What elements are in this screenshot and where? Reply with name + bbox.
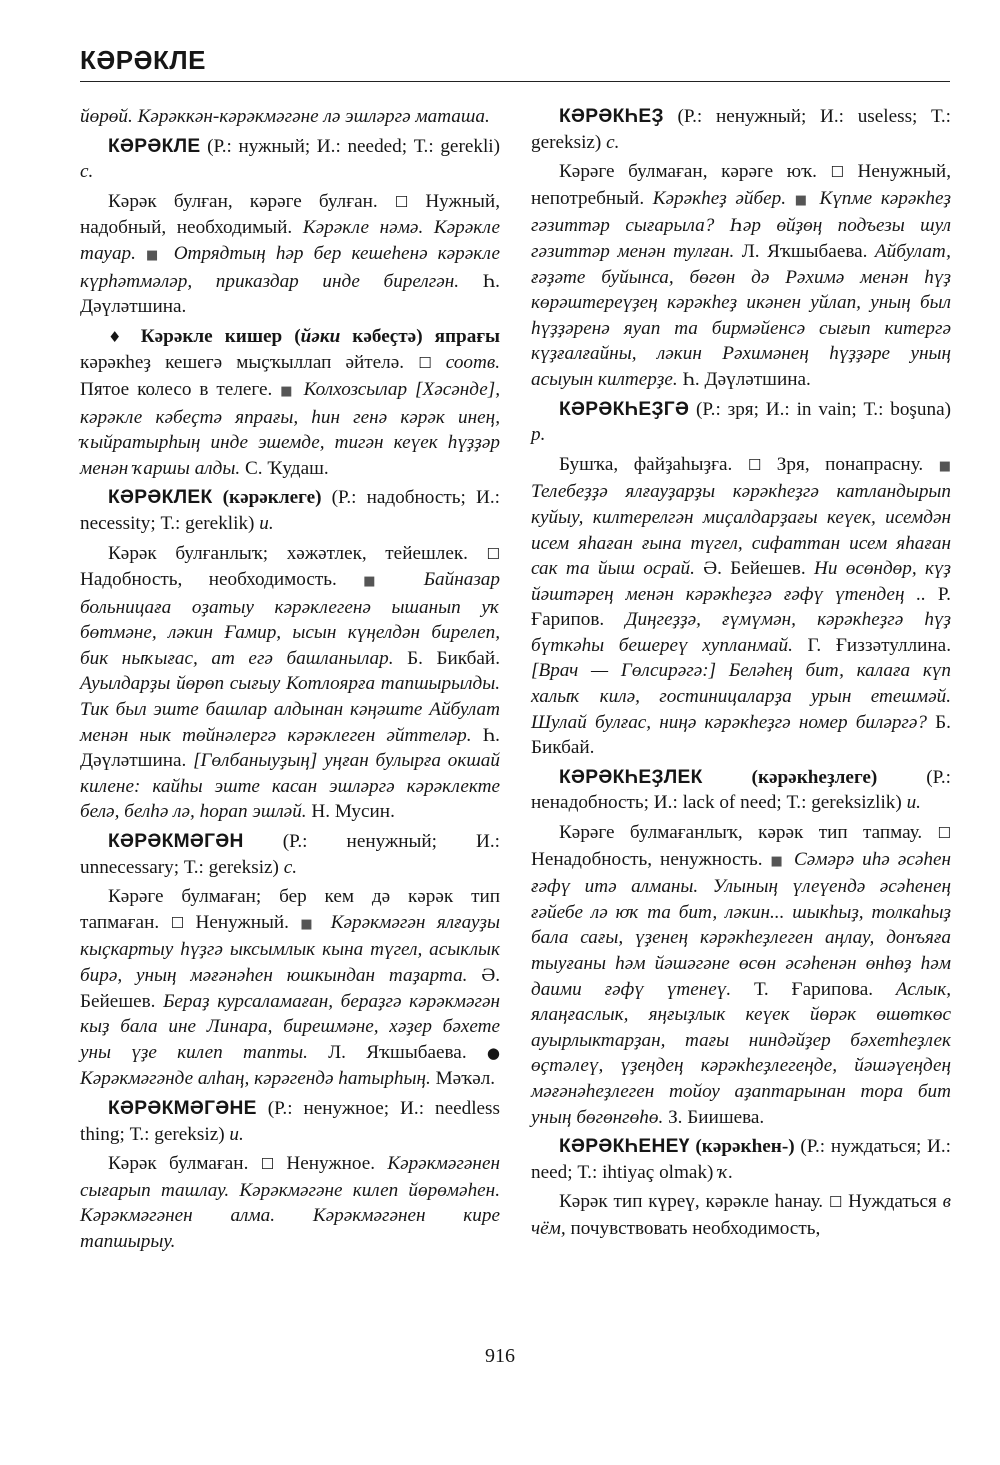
entry-karakheneu: КӘРӘКҺЕНЕҮ (кәрәкһен-) (Р.: нуждаться; И.: need; Т.: ihtiyaç olmak) ҡ. — [531, 1136, 951, 1183]
headword: КӘРӘКМӘГӘНЕ — [108, 1097, 257, 1119]
example-marker-icon: ■ — [300, 916, 320, 932]
example-marker-icon: ■ — [146, 247, 164, 263]
example-marker-icon: ■ — [794, 192, 811, 208]
headword: КӘРӘКҺЕҘГӘ — [559, 398, 690, 420]
entry-karaklek: КӘРӘКЛЕК (кәрәклеге) (Р.: надобность; И.: necessity; Т.: gereklik) и. — [80, 487, 501, 534]
entry-karakmagan-definition: Кәрәге булмаған; бер кем дә кәрәк тип тапмаған. ☐ Ненужный. ■ Кәрәкмәгән ялғауҙы кыҫкартыу һүҙгә ыксымлык кына түгел, асыклык бирә, уның мәғәнәһен юшкындан таҙарта. Ә. Бейешев. Бераҙ курсаламаған, бераҙгә кәрәкмәгән кыҙ бала ине Линара, бирешмәне, хәҙер бәхете уны үҙе килеп тапты. Л. Яҡшыбаева. ● Кәрәкмәгәнде алһаң, кәрәгендә һатырһың. Мәҡәл. — [80, 886, 500, 1090]
entry-karakle-definition: Кәрәк булған, кәрәге булған. ☐ Нужный, надобный, необходимый. Кәрәкле нәмә. Кәрәкле тауар. ■ Отрядтың һәр бер кешеһенә кәрәкле күрһәтмәләр, приказдар инде бирелгән. Һ. Дәүләтшина. — [80, 190, 501, 318]
translation-box-icon: ☐ — [830, 163, 844, 182]
left-column — [80, 104, 500, 1259]
headword: КӘРӘКҺЕНЕҮ — [559, 1136, 690, 1158]
example-marker-icon: ■ — [363, 574, 398, 590]
translation-box-icon: ☐ — [394, 192, 409, 211]
right-column — [531, 104, 951, 1246]
headword: КӘРӘКМӘГӘН — [108, 831, 244, 853]
entry-karakle: КӘРӘКЛЕ (Р.: нужный; И.: needed; Т.: gerekli) с. — [80, 135, 500, 183]
header-rule — [80, 81, 950, 82]
page-number: 916 — [485, 1345, 515, 1367]
entry-karakheneu-definition: Кәрәк тип күреү, кәрәкле һанау. ☐ Нуждаться в чём, почувствовать необходимость, — [531, 1191, 951, 1239]
entry-karakhez: КӘРӘКҺЕҘ (Р.: ненужный; И.: useless; Т.: gereksiz) с. — [531, 106, 951, 153]
idiom-diamond-icon: ♦ — [108, 327, 129, 346]
entry-karakhezlek-definition: Кәрәге булмағанлыҡ, кәрәк тип тапмау. ☐ Ненадобность, ненужность. ■ Сәмәрә иһә әсәһен ғәфү итә алманы. Улының үлеүендә әсәһенең ғәйебе лә юҡ та бит, ләкин... шыкһыҙ, толкаһыҙ бала сағы, үҙенең кәрәкһеҙлеген аңлау, донъяға тыуғаны һәм йәшәгәне өсөн әсәһенән өнһөҙ һәм даими ғәфү үтенеү. Т. Ғарипова. Аслык, ялаңғаслык, яңғыҙлык кеүек йөрәк өшөткөс ауырлыктарҙан, тағы ниндәйҙер бәхетһеҙлек өҫтәлеү, үҙеңдең кәрәкһеҙлегеңде, йәшәүеңдең мәғәнәһеҙлеген тойоу аҙаптарынан тора бит уның бөгөнгөһө. З. Биишева. — [531, 822, 951, 1128]
entry-continuation: йөрөй. Кәрәккән-кәрәкмәгәне лә эшләргә маташа. — [80, 106, 490, 127]
translation-box-icon: ☐ — [260, 1155, 275, 1174]
entry-karaklek-definition: Кәрәк булғанлыҡ; хәжәтлек, тейешлек. ☐ Надобность, необходимость. ■ Байназар больницаға оҙатыу кәрәклегенә ышанып уҡ бөтмәне, ләкин Ғамир, ысын күңелдән бирелеп, бик ныҡығас, ат егә башланылар. Б. Бикбай. Ауылдарҙы йөрөп сығыу Котлоярға тапшырылды. Тик был эште башлар алдынан кәңәште Айбулат менән нык төйнәлергә кәрәклеген әйттеләр. Һ. Дәүләтшина. [Гөлбаныуҙың] уңған булырға окшай килене: кайһы эште касан эшләргә кәрәклекте белә, белһә лә, һорап эшләй. Н. Мусин. — [80, 542, 500, 823]
running-header: КӘРӘКЛЕ — [80, 45, 206, 75]
entry-karakhezlek: КӘРӘКҺЕҘЛЕК (кәрәкһеҙлеге) (Р.: ненадобность; И.: lack of need; Т.: gereksizlik) и. — [531, 766, 951, 814]
translation-box-icon: ☐ — [418, 354, 432, 373]
entry-karakmagane: КӘРӘКМӘГӘНЕ (Р.: ненужное; И.: needless thing; Т.: gereksiz) и. — [80, 1097, 500, 1145]
translation-box-icon: ☐ — [828, 1193, 843, 1212]
entry-karakle-idiom: ♦ Кәрәкле кишер (йәки кәбеҫтә) япрағы кәрәкһеҙ кешегә мыҫҡыллап әйтелә. ☐ соотв. Пятое колесо в телеге. ■ Колхозсылар [Хәсәнде], кәрәкле кәбеҫтә япрағы, һин генә кәрәк инең, ҡыйратырһың инде эшемде, тигән кеүек һүҙҙәр менән ҡаршы алды. С. Ҡудаш. — [80, 325, 501, 479]
headword: КӘРӘКЛЕК — [108, 487, 213, 509]
translation-box-icon: ☐ — [170, 913, 185, 932]
example-marker-icon: ■ — [280, 383, 296, 399]
headword: КӘРӘКҺЕҘ — [559, 106, 664, 127]
entry-karakhezga: КӘРӘКҺЕҘГӘ (Р.: зря; И.: in vain; Т.: boşuna) р. — [531, 398, 951, 446]
translation-box-icon: ☐ — [486, 544, 500, 563]
headword: КӘРӘКЛЕ — [108, 135, 201, 157]
translation-box-icon: ☐ — [937, 824, 951, 843]
proverb-bullet-icon: ● — [486, 1043, 500, 1062]
headword: КӘРӘКҺЕҘЛЕК — [559, 766, 703, 788]
translation-box-icon: ☐ — [747, 455, 762, 474]
entry-karakhez-definition: Кәрәге булмаған, кәрәге юҡ. ☐ Ненужный, непотребный. Кәрәкһеҙ әйбер. ■ Күпме кәрәкһеҙ гәзиттәр сығарыла? Һәр өйҙөң подъезы шул гәзиттәр менән тулған. Л. Яҡшыбаева. Айбулат, ғәҙәте буйынса, бөгөн дә Рәхимә менән һүҙ көрәштереүҙең кәрәкһеҙ икәнен уйлап, уның был һүҙҙәренә яуап та бирмәйенсә сығып китергә күҙғалғайны, ләкин Рәхимәнең һүҙҙәре уның асыуын килтерҙе. Һ. Дәүләтшина. — [531, 161, 951, 390]
entry-karakmagan: КӘРӘКМӘГӘН (Р.: ненужный; И.: unnecessary; Т.: gereksiz) с. — [80, 831, 500, 878]
example-marker-icon: ■ — [770, 853, 786, 869]
entry-karakhezga-definition: Бушҡа, файҙаһыҙға. ☐ Зря, понапрасну. ■ Телебеҙҙә ялғауҙарҙы кәрәкһеҙгә катландырып куйыу, килтерелгән миҫалдарҙағы кеүек, исемдән исем яһаған ғына түгел, сифаттан исем яһаған сак та йыш осрай. Ә. Бейешев. Ни өсөндөр, күҙ йәштәрең менән кәрәкһеҙгә ғәфү үтендең .. Р. Ғарипов. Диңгеҙҙә, ғүмүмән, кәрәкһеҙгә һүҙ бүткәһы бешереү хупланмай. Г. Ғиззәтуллина. [Врач — Гөлсирәгә:] Беләһең бит, калаға күп халыҡ килә, гостиницаларҙа урын етешмәй. Шулай булғас, ниңә кәрәкһеҙгә номер биләргә? Б. Бикбай. — [531, 453, 952, 759]
example-marker-icon: ■ — [938, 458, 952, 474]
entry-karakmagane-definition: Кәрәк булмаған. ☐ Ненужное. Кәрәкмәгәнен сығарып ташлау. Кәрәкмәгәне килеп йөрөмәһен. Кәрәкмәгәнен алма. Кәрәкмәгәнен кире тапшырыу. — [80, 1153, 500, 1252]
